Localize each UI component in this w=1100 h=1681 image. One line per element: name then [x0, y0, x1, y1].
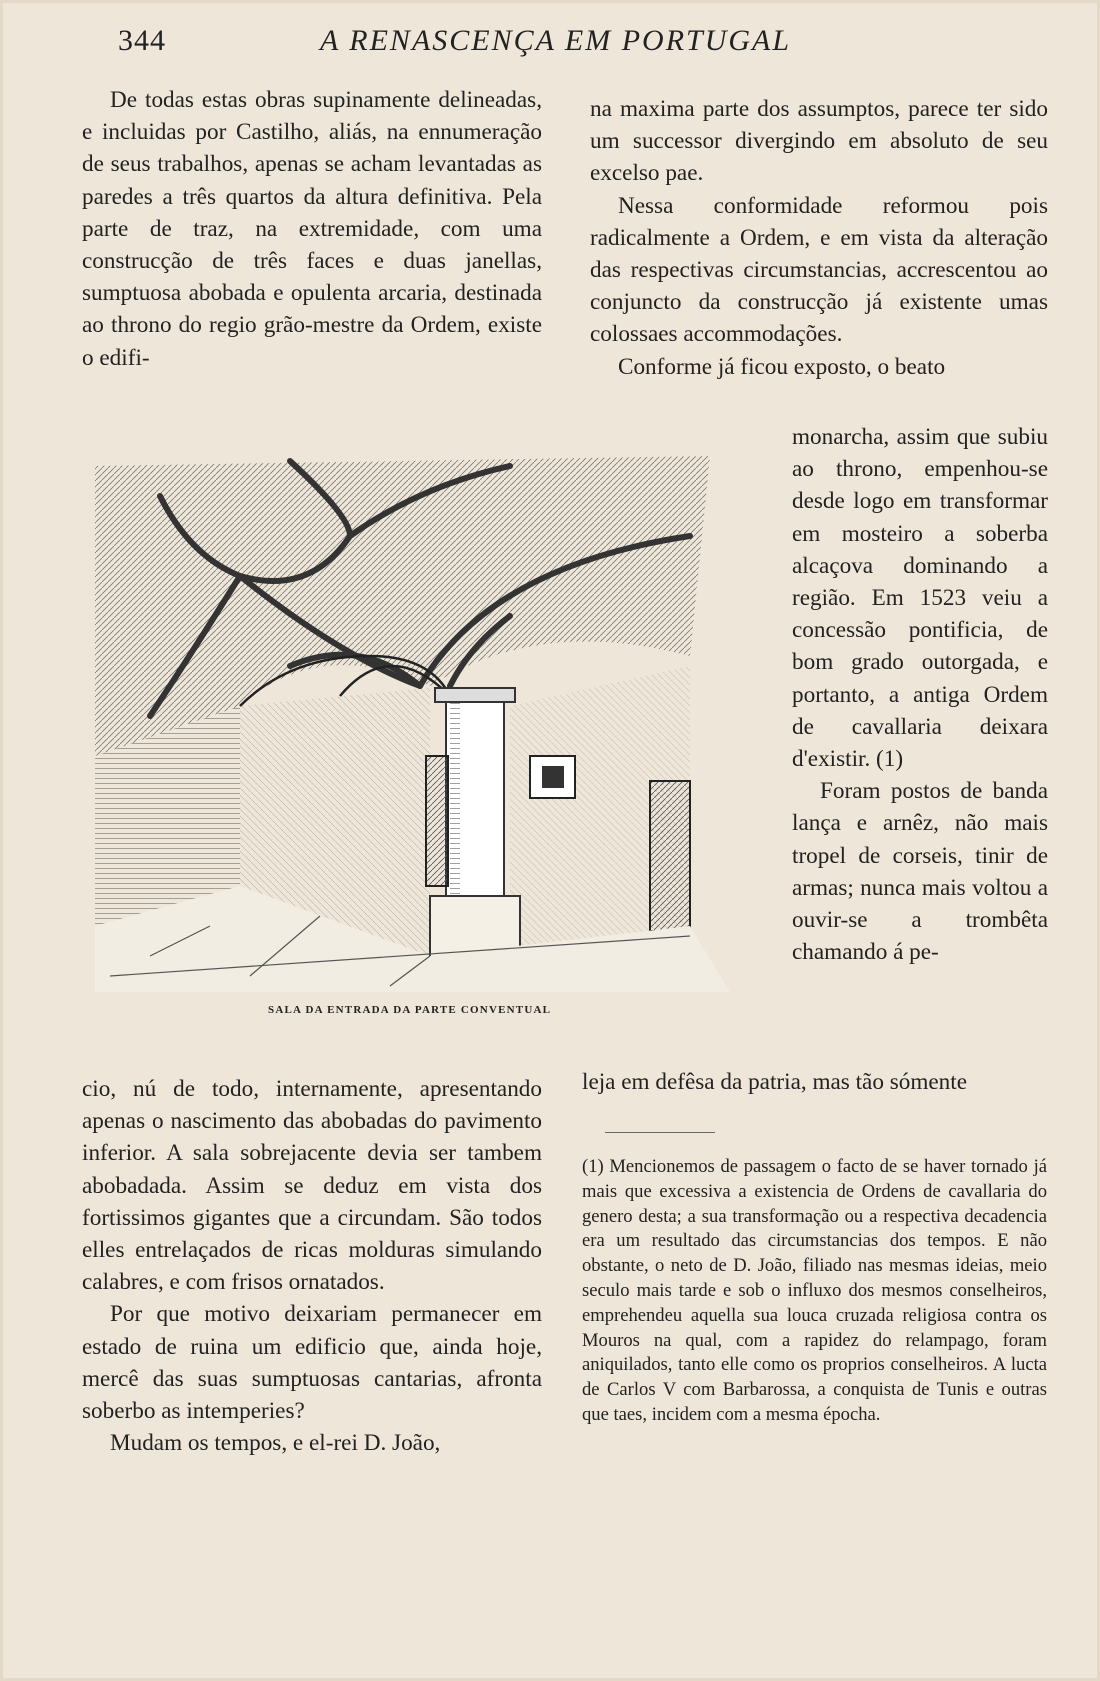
footnote — [582, 1155, 1047, 1428]
paragraph: De todas estas obras supinamente delineadas, e incluidas por Castilho, aliás, na ennumeração de seus trabalhos, apenas se acham levantadas as paredes a três quartos da altura definitiva. Pela parte de traz, na extremidade, com uma construcção de três faces e duas janellas, sumptuosa abobada e opulenta arcaria, destinada ao throno do regio grão-mestre da Ordem, existe o edifi- — [82, 87, 542, 371]
right-column-bottom-line: leja em defêsa da patria, mas tão sómente — [582, 1069, 968, 1095]
paragraph: Mudam os tempos, e el-rei D. João, — [110, 1430, 441, 1457]
paragraph: na maxima parte dos assumptos, parece ter sido um successor divergindo em absoluto de seu excelso pae. — [590, 96, 1048, 187]
paragraph: Nessa conformidade reformou pois radicalmente a Ordem, e em vista da alteração das respectivas circumstancias, accrescentou ao conjuncto da construcção já existente umas colossaes accommodações. — [590, 192, 1048, 348]
paragraph: cio, nú de todo, internamente, apresentando apenas o nascimento das abobadas do pavimento inferior. A sala sobrejacente devia ser tambem abobadada. Assim se deduz em vista dos fortissimos gigantes que a circundam. São todos elles entrelaçados de ricas molduras simulando calabres, e com frisos ornatados. — [82, 1076, 542, 1296]
vaulted-hall-illustration — [90, 456, 760, 992]
left-column-top — [82, 84, 542, 374]
footnote-text: (1) Mencionemos de passagem o facto de se haver tornado já mais que excessiva a existencia de Ordens de cavallaria do genero desta; a sua transformação ou a respectiva decadencia era um resultado das circumstancias dos tempos. E não obstante, o neto de D. João, filiado nas mesmas ideias, meio seculo mais tarde e sob o influxo dos mesmos conselheiros, emprehendeu aquella sua louca cruzada religiosa contra os Mouros na qual, com a rapidez do relampago, foram aniquilados, tanto elle como os proprios conselheiros. A lucta de Carlos V com Barbarossa, a conquista de Tunis e outras que taes, incidem com a mesma épocha. — [582, 1156, 1047, 1425]
right-column-narrow — [792, 421, 1048, 968]
running-title: A RENASCENÇA EM PORTUGAL — [320, 24, 792, 57]
paragraph: Por que motivo deixariam permanecer em estado de ruina um edificio que, ainda hoje, mercê das suas sumptuosas cantarias, afronta soberbo as intemperies? — [82, 1301, 542, 1425]
figure-caption: SALA DA ENTRADA DA PARTE CONVENTUAL — [268, 1004, 552, 1016]
page-number: 344 — [118, 24, 166, 57]
paragraph: monarcha, assim que subiu ao throno, empenhou-se desde logo em transformar em mosteiro a soberba alcaçova dominando a região. Em 1523 veiu a concessão pontificia, de bom grado outorgada, e portanto, a antiga Ordem de cavallaria deixara d'existir. (1) — [792, 424, 1048, 773]
paragraph: Conforme já ficou exposto, o beato — [618, 353, 946, 380]
right-column-top — [590, 93, 1048, 383]
left-column-bottom — [82, 1073, 542, 1459]
paragraph: Foram postos de banda lança e arnêz, não mais tropel de corseis, tinir de armas; nunca mais voltou a ouvir-se a trombêta chamando á pe- — [792, 778, 1048, 966]
footnote-rule — [605, 1132, 715, 1133]
